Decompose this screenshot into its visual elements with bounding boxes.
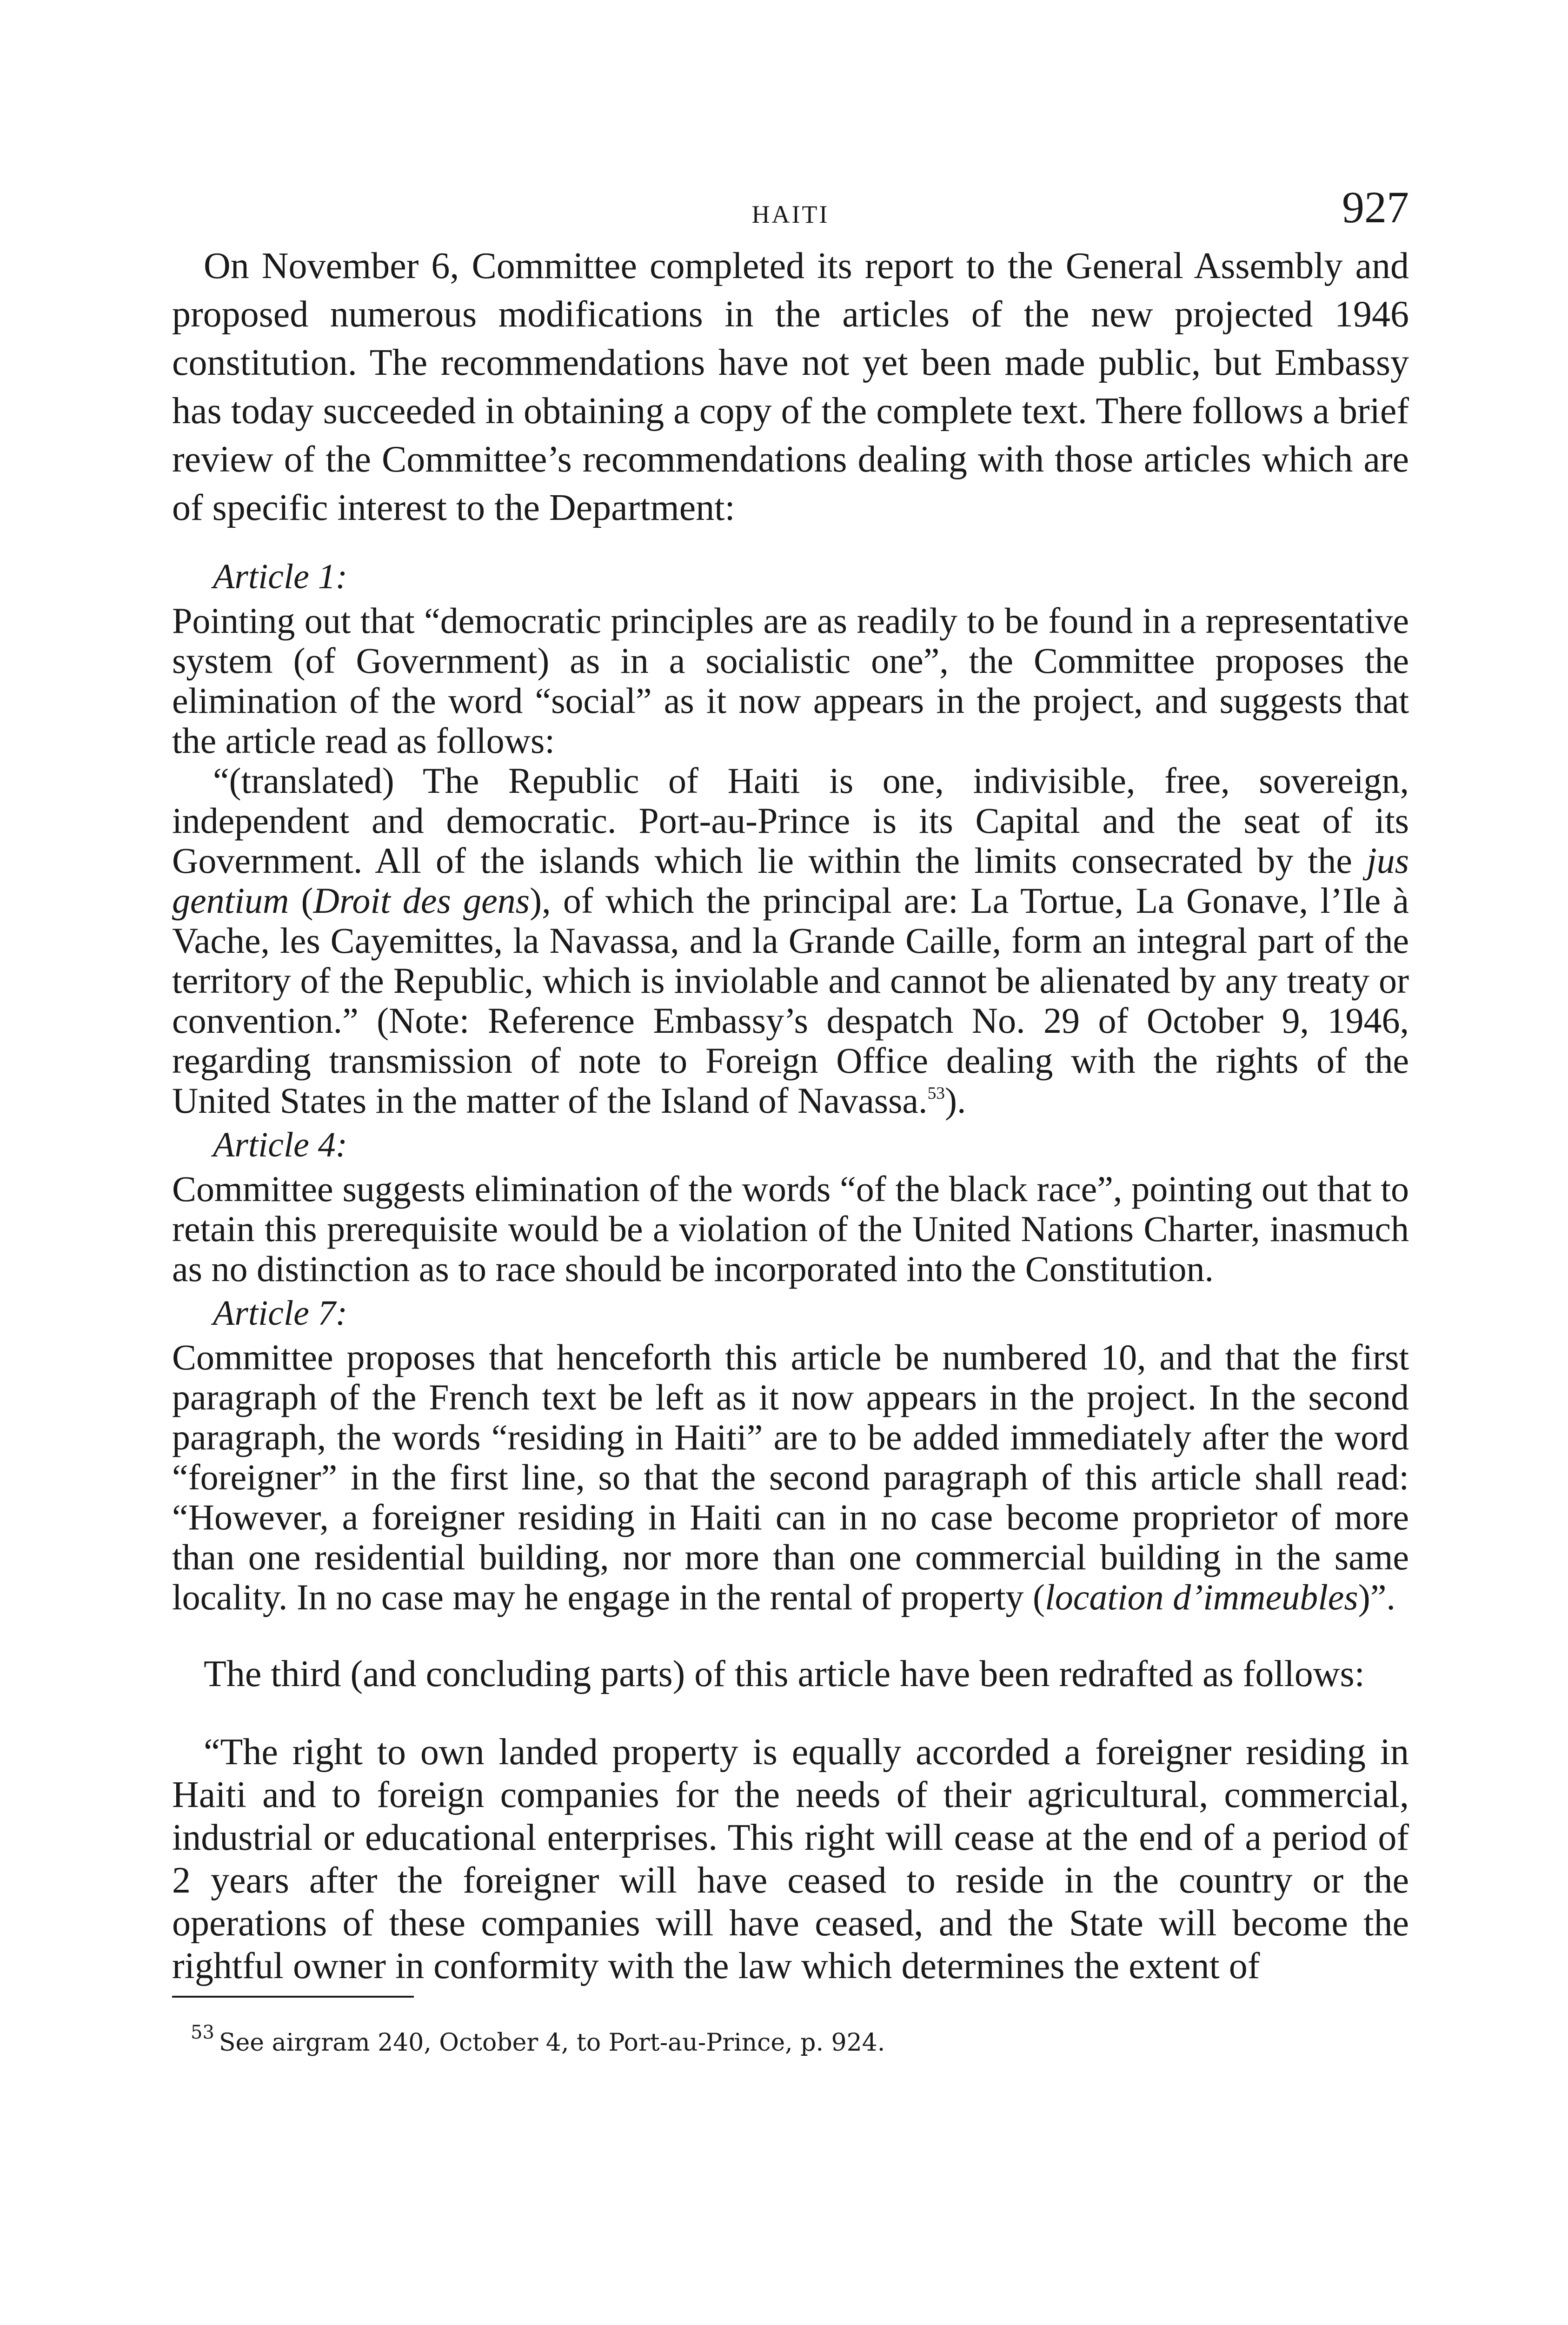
page-content <box>172 181 1409 2059</box>
body-text <box>172 242 1409 1987</box>
location-immeubles-term: location d’immeubles <box>1045 1577 1358 1617</box>
intro-paragraph: On November 6, Committee completed its report to the General Assembly and proposed numerous modifications in the articles of the new projected 1946 constitution. The recommendations have not yet been made public, but Embassy has today succeeded in obtaining a copy of the complete text. There follows a brief review of the Committee’s recommendations dealing with those articles which are of specific interest to the Department: <box>172 246 1409 528</box>
article-4-body: Committee suggests elimination of the words “of the black race”, pointing out that to retain this prerequisite would be a violation of the United Nations Charter, inasmuch as no distinction as to race should be incorporated into the Constitution. <box>172 1169 1409 1289</box>
footnote-divider <box>172 1996 414 1998</box>
article-7-section <box>172 1289 1409 1617</box>
article-1-body <box>172 601 1409 761</box>
jus-gentium-term: jus gentium <box>172 840 1409 921</box>
article-1-body-text: Pointing out that “democratic principles are as readily to be found in a representative system (of Government) as in a socialistic one”, the Committee proposes the elimination of the word “social” as it now appears in the project, and suggests that the article read as follows: <box>172 600 1409 761</box>
article-4-section <box>172 1121 1409 1289</box>
footnote-number: 53 <box>191 2022 214 2043</box>
article-7-body-text: Committee proposes that henceforth this article be numbered 10, and that the first paragraph of the French text be left as it now appears in the project. In the second paragraph, the words “residing in Haiti” are to be added immediately after the word “foreigner” in the first line, so that the second paragraph of this article shall read: “However, a foreigner residing in Haiti can in no case become proprietor of more than one residential building, nor more than one commercial building in the same locality. In no case may he engage in the rental of property ( <box>172 1337 1409 1617</box>
footnote-text: See airgram 240, October 4, to Port-au-Prince, p. 924. <box>219 2029 885 2057</box>
article-1-heading: Article 1: <box>213 557 348 596</box>
running-title: HAITI <box>751 200 830 228</box>
article-1-quote <box>172 761 1409 1121</box>
article-1-quote-rest: ), of which the principal are: La Tortue, La Gonave, l’Ile à Vache, les Cayemittes, la Navassa, and la Grande Caille, form an integral part of the territory of the Republic, which is inviolable and cannot be alienated by any treaty or convention.” (Note: Reference Embassy’s despatch No. 29 of October 9, 1946, regarding transmission of note to Foreign Office dealing with the rights of the United States in the matter of the Island of Navassa. <box>172 880 1409 1121</box>
article-1-section <box>172 552 1409 1121</box>
final-quote-paragraph: “The right to own landed property is equally accorded a foreigner residing in Haiti and to foreign companies for the needs of their agricultural, commercial, industrial or educational enterprises. This right will cease at the end of a period of 2 years after the foreigner will have ceased to reside in the country or the operations of these companies will have ceased, and the State will become the rightful owner in conformity with the law which determines the extent of <box>172 1732 1409 1986</box>
footnote-reference: 53 <box>927 1084 945 1103</box>
paren-open: ( <box>289 880 313 921</box>
footnote <box>191 2016 1409 2059</box>
third-part-paragraph: The third (and concluding parts) of this article have been redrafted as follows: <box>204 1654 1365 1694</box>
page-number: 927 <box>1342 182 1409 232</box>
article-1-quote-start: “(translated) The Republic of Haiti is one, indivisible, free, sovereign, independent and democratic. Port-au-Prince is its Capital and the seat of its Government. All of the islands which lie within the limits consecrated by the <box>172 760 1409 881</box>
article-7-heading: Article 7: <box>213 1294 348 1333</box>
article-1-quote-close: ). <box>944 1080 966 1121</box>
article-7-body-close: )”. <box>1358 1577 1395 1617</box>
droit-des-gens-term: Droit des gens <box>313 880 530 921</box>
article-4-heading: Article 4: <box>213 1125 348 1164</box>
article-7-body <box>172 1337 1409 1617</box>
running-header <box>172 181 1409 242</box>
